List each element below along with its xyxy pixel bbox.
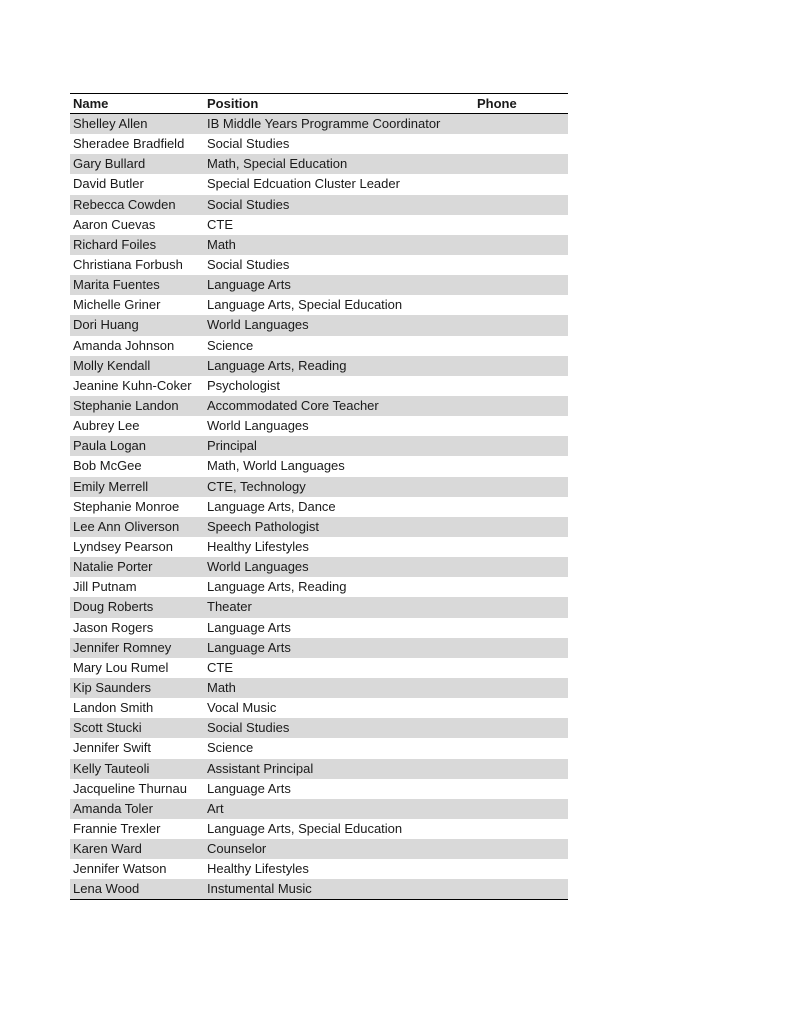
table-row <box>70 597 568 617</box>
cell-name: Jill Putnam <box>73 579 137 595</box>
table-row <box>70 537 568 557</box>
cell-name: Karen Ward <box>73 841 142 857</box>
cell-name: Stephanie Landon <box>73 398 179 414</box>
header-name: Name <box>73 95 109 111</box>
cell-position: World Languages <box>207 317 309 333</box>
cell-name: Bob McGee <box>73 458 142 474</box>
cell-position: Language Arts <box>207 639 291 655</box>
cell-position: CTE, Technology <box>207 478 306 494</box>
cell-name: Michelle Griner <box>73 297 161 313</box>
table-row <box>70 114 568 134</box>
table-row <box>70 396 568 416</box>
cell-name: Marita Fuentes <box>73 277 160 293</box>
table-row <box>70 456 568 476</box>
cell-position: Language Arts <box>207 619 291 635</box>
cell-position: Math, World Languages <box>207 458 345 474</box>
table-header-row <box>70 94 568 114</box>
table-row <box>70 477 568 497</box>
table-row <box>70 618 568 638</box>
cell-position: Math, Special Education <box>207 156 348 172</box>
table-row <box>70 195 568 215</box>
cell-name: Aaron Cuevas <box>73 216 156 232</box>
cell-name: Lyndsey Pearson <box>73 539 173 555</box>
cell-position: World Languages <box>207 418 309 434</box>
cell-position: Social Studies <box>207 720 290 736</box>
table-row <box>70 738 568 758</box>
table-row <box>70 275 568 295</box>
cell-name: Richard Foiles <box>73 236 157 252</box>
cell-position: Theater <box>207 599 252 615</box>
cell-position: Speech Pathologist <box>207 518 320 534</box>
cell-name: Jennifer Watson <box>73 861 167 877</box>
cell-position: Language Arts <box>207 780 291 796</box>
cell-name: Jennifer Swift <box>73 740 152 756</box>
table-row <box>70 134 568 154</box>
cell-name: Sheradee Bradfield <box>73 136 185 152</box>
cell-name: Doug Roberts <box>73 599 154 615</box>
cell-position: Instumental Music <box>207 881 312 897</box>
table-body <box>70 114 568 899</box>
cell-name: Landon Smith <box>73 700 154 716</box>
cell-name: David Butler <box>73 176 144 192</box>
cell-position: Healthy Lifestyles <box>207 861 309 877</box>
cell-name: Molly Kendall <box>73 357 151 373</box>
cell-name: Amanda Toler <box>73 800 153 816</box>
cell-name: Scott Stucki <box>73 720 142 736</box>
cell-position: Science <box>207 740 254 756</box>
cell-name: Jacqueline Thurnau <box>73 780 187 796</box>
cell-position: Language Arts, Dance <box>207 498 336 514</box>
cell-position: IB Middle Years Programme Coordinator <box>207 116 441 132</box>
cell-position: Language Arts <box>207 277 291 293</box>
cell-position: Vocal Music <box>207 700 277 716</box>
cell-name: Gary Bullard <box>73 156 146 172</box>
cell-position: Language Arts, Special Education <box>207 820 403 836</box>
table-row <box>70 174 568 194</box>
cell-position: Language Arts, Reading <box>207 357 347 373</box>
cell-position: Language Arts, Reading <box>207 579 347 595</box>
cell-position: Math <box>207 680 236 695</box>
cell-name: Emily Merrell <box>73 478 149 494</box>
table-row <box>70 356 568 376</box>
table-row <box>70 315 568 335</box>
cell-name: Lena Wood <box>73 881 140 897</box>
table-row <box>70 658 568 678</box>
cell-name: Natalie Porter <box>73 559 153 575</box>
cell-name: Jeanine Kuhn-Coker <box>73 377 192 393</box>
table-row <box>70 154 568 174</box>
table-row <box>70 819 568 839</box>
table-row <box>70 557 568 577</box>
table-row <box>70 759 568 779</box>
cell-position: Accommodated Core Teacher <box>207 398 379 414</box>
cell-position: Special Edcuation Cluster Leader <box>207 176 400 192</box>
table-row <box>70 638 568 658</box>
cell-position: Art <box>207 800 224 816</box>
table-row <box>70 517 568 537</box>
table-row <box>70 879 568 899</box>
table-row <box>70 779 568 799</box>
cell-position: Language Arts, Special Education <box>207 297 403 313</box>
table-row <box>70 336 568 356</box>
cell-name: Lee Ann Oliverson <box>73 518 180 534</box>
cell-name: Dori Huang <box>73 317 139 333</box>
table-row <box>70 215 568 235</box>
table-row <box>70 497 568 517</box>
table-row <box>70 718 568 738</box>
cell-name: Kelly Tauteoli <box>73 760 150 776</box>
table-row <box>70 698 568 718</box>
table-row <box>70 839 568 859</box>
cell-position: Counselor <box>207 841 267 857</box>
table-row <box>70 416 568 436</box>
cell-name: Mary Lou Rumel <box>73 659 169 675</box>
cell-position: Social Studies <box>207 196 290 212</box>
cell-name: Frannie Trexler <box>73 820 161 836</box>
cell-name: Stephanie Monroe <box>73 498 180 514</box>
cell-position: CTE <box>207 216 233 232</box>
cell-position: Social Studies <box>207 136 290 152</box>
cell-name: Kip Saunders <box>73 680 152 695</box>
cell-name: Jason Rogers <box>73 619 154 635</box>
cell-position: Psychologist <box>207 377 280 393</box>
table-row <box>70 376 568 396</box>
cell-position: Principal <box>207 438 257 454</box>
cell-position: Social Studies <box>207 257 290 273</box>
cell-name: Rebecca Cowden <box>73 196 176 212</box>
cell-name: Christiana Forbush <box>73 257 183 273</box>
table-row <box>70 255 568 275</box>
table-row <box>70 799 568 819</box>
cell-position: Math <box>207 236 236 252</box>
cell-name: Paula Logan <box>73 438 147 454</box>
cell-position: Assistant Principal <box>207 760 314 776</box>
header-phone: Phone <box>477 95 517 111</box>
table-row <box>70 678 568 698</box>
table-row <box>70 577 568 597</box>
table-row <box>70 235 568 255</box>
header-position: Position <box>207 95 259 111</box>
cell-name: Amanda Johnson <box>73 337 175 353</box>
table-row <box>70 295 568 315</box>
cell-position: World Languages <box>207 559 309 575</box>
cell-position: CTE <box>207 659 233 675</box>
cell-position: Healthy Lifestyles <box>207 539 309 555</box>
table-row <box>70 436 568 456</box>
cell-name: Shelley Allen <box>73 116 148 132</box>
table-row <box>70 859 568 879</box>
staff-directory-table <box>70 93 568 900</box>
cell-position: Science <box>207 337 254 353</box>
cell-name: Aubrey Lee <box>73 418 140 434</box>
cell-name: Jennifer Romney <box>73 639 172 655</box>
